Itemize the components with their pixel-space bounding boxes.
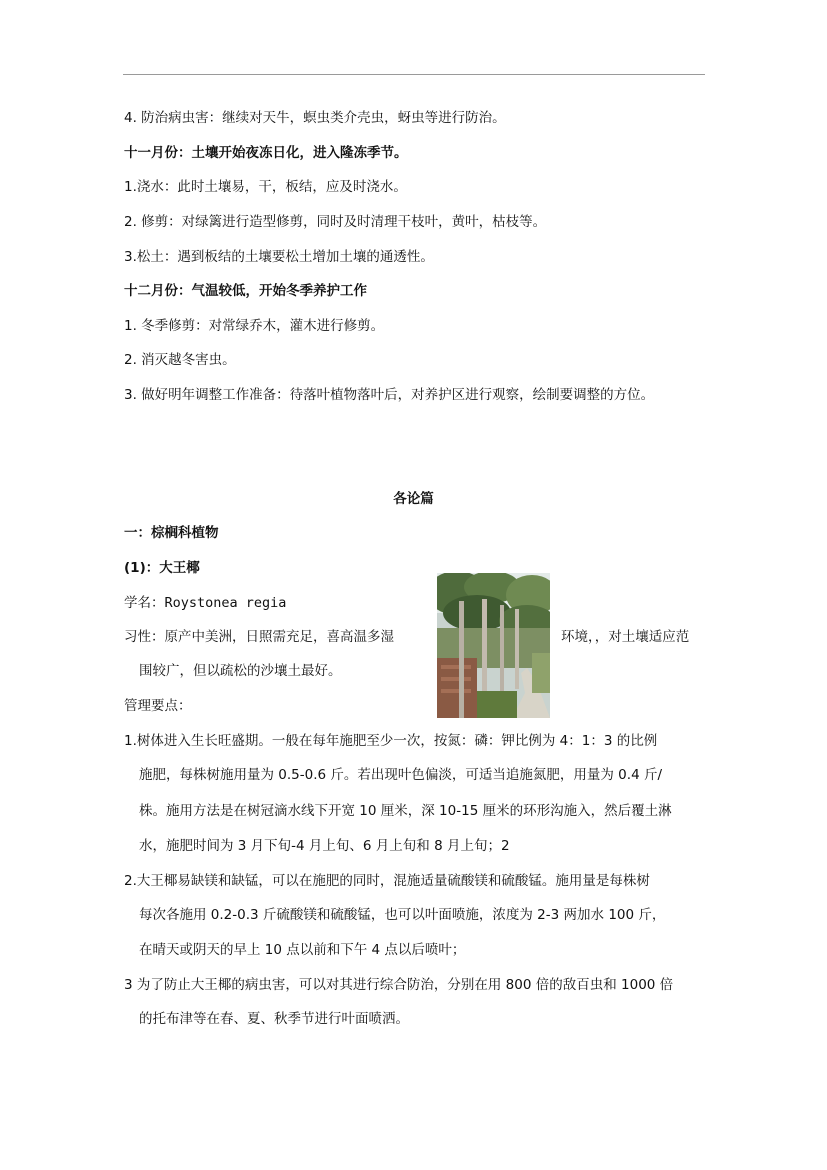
scientific-name-row <box>124 593 286 613</box>
mgmt-1-line-1: 1.树体进入生长旺盛期。一般在每年施肥至少一次，按氮：磷：钾比例为 4：1：3 的比例 <box>124 733 658 749</box>
oct-item-4: 4. 防治病虫害：继续对天牛，螟虫类介壳虫，蚜虫等进行防治。 <box>124 110 506 126</box>
mgmt-3-line-1: 3 为了防止大王椰的病虫害，可以对其进行综合防治，分别在用 800 倍的敌百虫和 1000 倍 <box>124 977 674 993</box>
nov-item-3: 3.松土：遇到板结的土壤要松土增加土壤的通透性。 <box>124 249 434 265</box>
mgmt-1-line-3: 株。施用方法是在树冠滴水线下开宽 10 厘米，深 10-15 厘米的环形沟施入，然后覆土淋 <box>139 803 672 819</box>
december-heading: 十二月份：气温较低，开始冬季养护工作 <box>124 283 367 299</box>
mgmt-1-line-4: 水，施肥时间为 3 月下旬-4 月上旬、6 月上旬和 8 月上旬；2 <box>139 838 510 854</box>
mgmt-1-line-2: 施肥，每株树施用量为 0.5-0.6 斤。若出现叶色偏淡，可适当追施氮肥，用量为 0.4 斤/ <box>139 767 662 783</box>
family-heading: 一：棕榈科植物 <box>124 525 219 541</box>
management-heading: 管理要点： <box>124 698 192 714</box>
habit-line-2: 围较广，但以疏松的沙壤土最好。 <box>139 663 342 679</box>
nov-item-2: 2. 修剪：对绿篱进行造型修剪，同时及时清理干枝叶，黄叶，枯枝等。 <box>124 214 547 230</box>
scientific-label: 学名： <box>124 595 165 611</box>
dec-item-1: 1. 冬季修剪：对常绿乔木，灌木进行修剪。 <box>124 318 385 334</box>
header-rule <box>123 74 705 75</box>
mgmt-2-line-3: 在晴天或阴天的早上 10 点以前和下午 4 点以后喷叶； <box>139 942 466 958</box>
mgmt-2-line-2: 每次各施用 0.2-0.3 斤硫酸镁和硫酸锰，也可以叶面喷施，浓度为 2-3 两加水 100 斤， <box>139 907 666 923</box>
species-heading: (1)：大王椰 <box>124 560 200 576</box>
dec-item-2: 2. 消灭越冬害虫。 <box>124 352 236 368</box>
habit-line-1a: 习性：原产中美洲，日照需充足，喜高温多湿 <box>124 629 394 645</box>
habit-line-1b: 环境，，对土壤适应范 <box>561 629 690 645</box>
royal-palm-photo <box>437 573 550 718</box>
part-title: 各论篇 <box>393 491 434 507</box>
nov-item-1: 1.浇水：此时土壤易，干，板结，应及时浇水。 <box>124 179 407 195</box>
dec-item-3: 3. 做好明年调整工作准备：待落叶植物落叶后，对养护区进行观察，绘制要调整的方位。 <box>124 387 655 403</box>
mgmt-2-line-1: 2.大王椰易缺镁和缺锰，可以在施肥的同时，混施适量硫酸镁和硫酸锰。施用量是每株树 <box>124 873 650 889</box>
mgmt-3-line-2: 的托布津等在春、夏、秋季节进行叶面喷洒。 <box>139 1011 409 1027</box>
november-heading: 十一月份：土壤开始夜冻日化，进入隆冻季节。 <box>124 145 408 161</box>
scientific-name: Roystonea regia <box>164 595 287 611</box>
